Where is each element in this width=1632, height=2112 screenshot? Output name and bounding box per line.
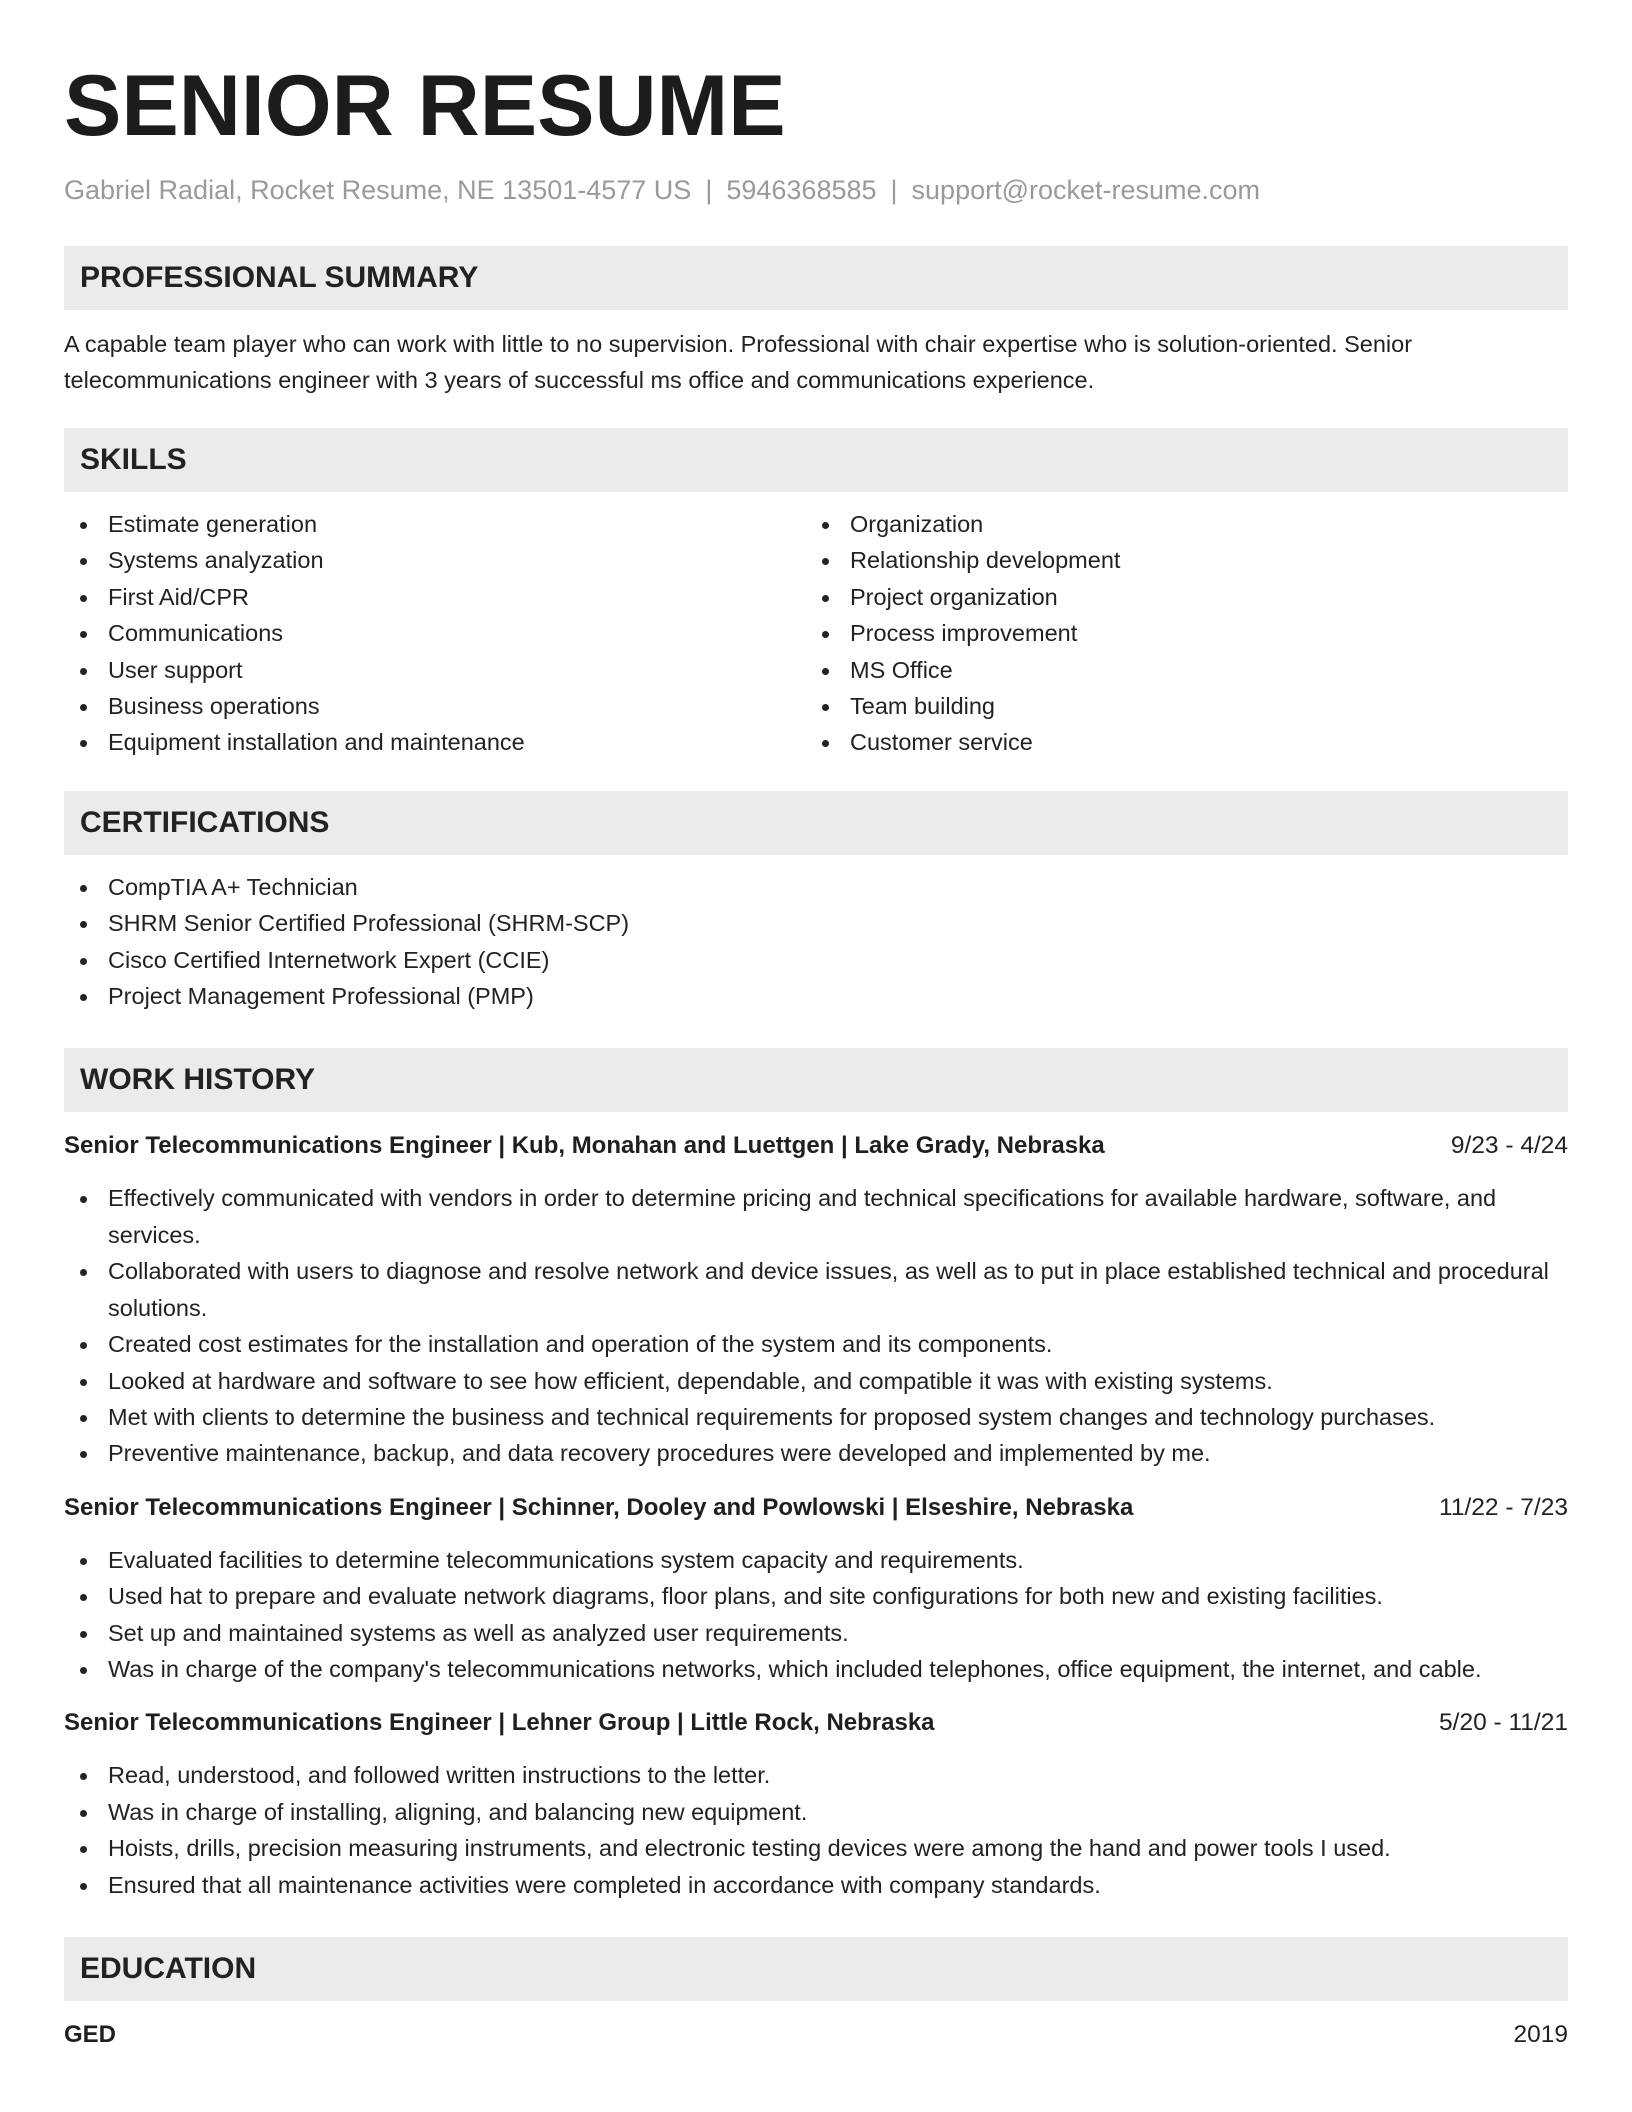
skill-item: Project organization [806,579,1548,615]
summary-section [64,246,1568,398]
job-header [64,1128,1568,1164]
job-bullets [64,1180,1568,1471]
job-bullet: Set up and maintained systems as well as analyzed user requirements. [64,1615,1568,1651]
job-bullet: Ensured that all maintenance activities were completed in accordance with company standards. [64,1867,1568,1903]
job-entry [64,1490,1568,1688]
job-bullet: Was in charge of installing, aligning, and balancing new equipment. [64,1794,1568,1830]
job-bullets [64,1757,1568,1903]
job-bullet: Read, understood, and followed written instructions to the letter. [64,1757,1568,1793]
summary-text: A capable team player who can work with little to no supervision. Professional with chair expertise who is solution-oriented. Senior telecommunications engineer with 3 years of successful ms office and communications experience. [64,331,1413,393]
contact-separator: | [890,175,898,205]
job-bullet: Used hat to prepare and evaluate network diagrams, floor plans, and site configurations for both new and existing facilities. [64,1578,1568,1614]
job-title: Senior Telecommunications Engineer | Kub, Monahan and Luettgen | Lake Grady, Nebraska [64,1132,1105,1160]
job-bullet: Looked at hardware and software to see how efficient, dependable, and compatible it was with existing systems. [64,1363,1568,1399]
skills-grid [64,506,1568,761]
job-bullet: Preventive maintenance, backup, and data recovery procedures were developed and implemented by me. [64,1435,1568,1471]
job-bullet: Evaluated facilities to determine telecommunications system capacity and requirements. [64,1542,1568,1578]
contact-phone: 5946368585 [726,175,877,205]
job-bullet: Was in charge of the company's telecommunications networks, which included telephones, office equipment, the internet, and cable. [64,1651,1568,1687]
skill-item: Customer service [806,724,1548,760]
contact-separator: | [705,175,713,205]
certifications-section [64,791,1568,1015]
skills-heading: SKILLS [64,428,1568,492]
work-history-section [64,1048,1568,1903]
certification-item: CompTIA A+ Technician [64,869,1568,905]
skill-item: Systems analyzation [64,542,806,578]
contact-address: Gabriel Radial, Rocket Resume, NE 13501-4577 US [64,175,692,205]
job-title: Senior Telecommunications Engineer | Schinner, Dooley and Powlowski | Elseshire, Nebraska [64,1493,1134,1521]
skill-item: User support [64,652,806,688]
job-bullets [64,1542,1568,1688]
contact-email: support@rocket-resume.com [911,175,1261,205]
skill-item: MS Office [806,652,1548,688]
job-entry [64,1128,1568,1471]
education-entry [64,2017,1568,2053]
job-header [64,1705,1568,1741]
skill-item: Estimate generation [64,506,806,542]
job-dates: 11/22 - 7/23 [1439,1493,1568,1521]
education-section [64,1937,1568,2053]
page-title: SENIOR RESUME [64,58,786,154]
certification-item: Cisco Certified Internetwork Expert (CCIE) [64,942,1568,978]
job-bullet: Collaborated with users to diagnose and resolve network and device issues, as well as to put in place established technical and procedural solutions. [64,1253,1568,1326]
education-heading: EDUCATION [64,1937,1568,2001]
skill-item: Communications [64,615,806,651]
certification-item: SHRM Senior Certified Professional (SHRM-SCP) [64,905,1568,941]
certification-item: Project Management Professional (PMP) [64,978,1568,1014]
work-history-heading: WORK HISTORY [64,1048,1568,1112]
skill-item: First Aid/CPR [64,579,806,615]
contact-line [64,172,1568,208]
skill-item: Relationship development [806,542,1548,578]
skill-item: Process improvement [806,615,1548,651]
job-dates: 9/23 - 4/24 [1450,1132,1568,1160]
skill-item: Team building [806,688,1548,724]
skills-section [64,428,1568,761]
job-bullet: Created cost estimates for the installation and operation of the system and its components. [64,1326,1568,1362]
certifications-heading: CERTIFICATIONS [64,791,1568,855]
skill-item: Equipment installation and maintenance [64,724,806,760]
job-bullet: Hoists, drills, precision measuring instruments, and electronic testing devices were among the hand and power tools I used. [64,1830,1568,1866]
education-year: 2019 [1513,2020,1568,2048]
summary-heading: PROFESSIONAL SUMMARY [64,246,1568,310]
skill-item: Organization [806,506,1548,542]
job-entry [64,1705,1568,1903]
education-degree: GED [64,2020,117,2048]
job-bullet: Effectively communicated with vendors in order to determine pricing and technical specifications for available hardware, software, and services. [64,1180,1568,1253]
certifications-list [64,869,1568,1015]
job-title: Senior Telecommunications Engineer | Lehner Group | Little Rock, Nebraska [64,1709,935,1737]
skills-list-right [806,506,1548,761]
job-bullet: Met with clients to determine the business and technical requirements for proposed system changes and technology purchases. [64,1399,1568,1435]
skills-list-left [64,506,806,761]
job-dates: 5/20 - 11/21 [1439,1709,1568,1737]
skill-item: Business operations [64,688,806,724]
job-header [64,1490,1568,1526]
